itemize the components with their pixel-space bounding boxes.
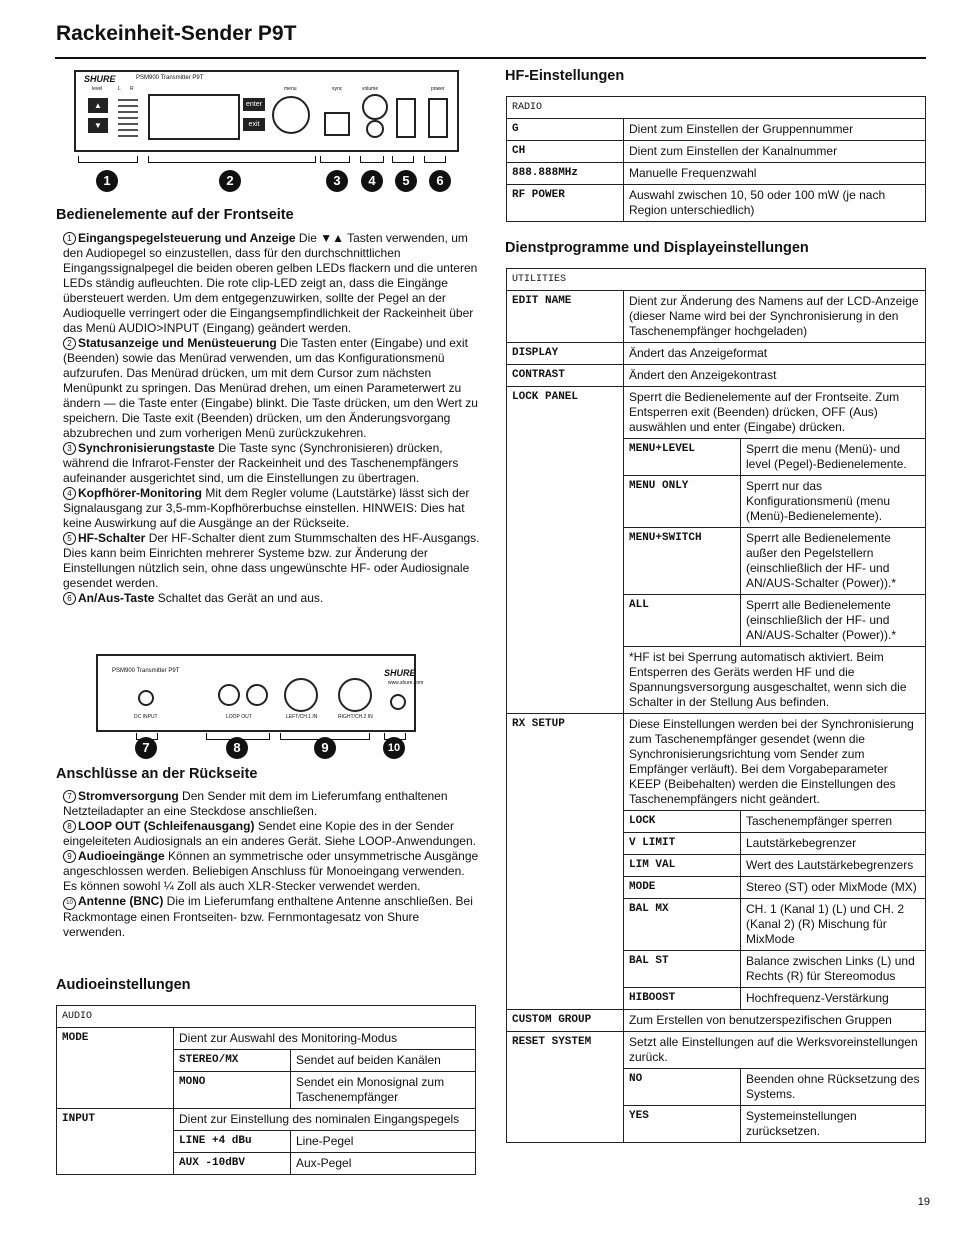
loop-out-jack-2[interactable] [246, 684, 268, 706]
front-R-label: R [130, 86, 134, 92]
callout-4: 4 [361, 170, 383, 192]
rear-brand-logo: SHURE [384, 668, 416, 678]
level-down-button[interactable]: ▼ [88, 118, 108, 133]
power-switch[interactable] [428, 98, 448, 138]
util-rx-opt-7-desc: Hochfrequenz-Verstärkung [741, 988, 926, 1010]
util-rx-desc: Diese Einstellungen werden bei der Synchronisierung zum Taschenempfänger gesendet (wenn die Synchronisierungsrichtung vom Sender zum Empfänger verläuft). Bei dem Vorgabeparameter KEEP (Beibehalten) werden die Einstellungen des Taschenempfängers nicht geändert. [629, 717, 914, 806]
callout-10: 10 [383, 737, 405, 759]
util-lock-opt-3-desc: Sperrt alle Bedienelemente außer den Pegelstellern (einschließlich der HF- und AN/AUS-Schalter (Power)).* [741, 528, 926, 595]
front-description [63, 231, 481, 606]
util-custom-key: CUSTOM GROUP [507, 1010, 624, 1032]
audio-input-opt-1-key: LINE +4 dBu [179, 1135, 252, 1147]
util-rx-opt-1-desc: Taschenempfänger sperren [741, 811, 926, 833]
util-reset-opt-1-key: NO [629, 1073, 643, 1085]
rf-row-3-key: 888.888MHz [507, 163, 624, 185]
page-number: 19 [917, 1196, 930, 1208]
rear-item-9: 9 Audioeingänge Können an symmetrische oder unsymmetrische Ausgänge angeschlossen werden. Beliebigen Anschluss für Monoeingang verwenden. Es können sowohl ¼ Zoll als auch XLR-Stecker verwendet werden. [63, 849, 479, 893]
sync-ir-window [324, 112, 350, 136]
callout-7: 7 [135, 737, 157, 759]
front-panel-figure [74, 70, 459, 182]
util-lock-opt-4-desc: Sperrt alle Bedienelemente (einschließlich der HF- und AN/AUS-Schalter (Power)).* [741, 595, 926, 647]
util-lock-opt-2-desc: Sperrt nur das Konfigurationsmenü (menu (Menü)-Bedienelemente). [741, 476, 926, 528]
front-heading: Bedienelemente auf der Frontseite [56, 207, 294, 223]
util-lock-opt-2-key: MENU ONLY [624, 476, 741, 528]
util-display-key: DISPLAY [507, 343, 624, 365]
util-rx-key: RX SETUP [507, 714, 624, 1010]
level-up-button[interactable]: ▲ [88, 98, 108, 113]
util-display-desc: Ändert das Anzeigeformat [624, 343, 926, 365]
util-edit-name-key: EDIT NAME [507, 291, 624, 343]
rf-row-4-desc: Auswahl zwischen 10, 50 oder 100 mW (je nach Region unterschiedlich) [624, 185, 926, 222]
rear-item-8: 8 LOOP OUT (Schleifenausgang) Sendet eine Kopie des in der Sender eingeleiteten Audiosignals an ein anderes Gerät. Siehe LOOP-Anwendungen. [63, 819, 476, 848]
rf-row-1-key: G [507, 119, 624, 141]
bracket-1 [78, 156, 138, 163]
bracket-3 [320, 156, 350, 163]
audio-mode-opt-2-desc: Sendet ein Monosignal zum Taschenempfänger [291, 1072, 476, 1109]
callout-9: 9 [314, 737, 336, 759]
left-ch1-label: LEFT/CH.1 IN [286, 714, 318, 720]
callout-2: 2 [219, 170, 241, 192]
bracket-6 [424, 156, 446, 163]
util-contrast-desc: Ändert den Anzeigekontrast [624, 365, 926, 387]
util-edit-name-desc: Dient zur Änderung des Namens auf der LCD-Anzeige (dieser Name wird bei der Synchronisierung in den Taschenempfänger hochgeladen) [624, 291, 926, 343]
antenna-bnc[interactable] [390, 694, 406, 710]
title-rule [55, 57, 926, 59]
rf-row-2-desc: Dient zum Einstellen der Kanalnummer [624, 141, 926, 163]
util-lock-opt-1-desc: Sperrt die menu (Menü)- und level (Pegel)-Bedienelemente. [741, 439, 926, 476]
front-volume-label: volume [362, 86, 379, 92]
rf-table-header: RADIO [507, 97, 926, 119]
audio-input-desc: Dient zur Einstellung des nominalen Eingangspegels [179, 1112, 460, 1126]
bracket-2 [148, 156, 316, 163]
rear-model-label: PSM900 Transmitter P9T [112, 668, 180, 674]
util-table [506, 268, 926, 1143]
bracket-4 [360, 156, 384, 163]
rf-row-4-key: RF POWER [507, 185, 624, 222]
dc-input-label: DC INPUT [134, 714, 158, 720]
util-rx-opt-2-desc: Lautstärkebegrenzer [741, 833, 926, 855]
rear-item-10: 10 Antenne (BNC) Die im Lieferumfang enthaltene Antenne anschließen. Bei Rackmontage einen Frontseiten- bzw. Fernmontagesatz von Shure verwenden. [63, 894, 473, 939]
front-item-2: 2 Statusanzeige und Menüsteuerung Die Tasten enter (Eingabe) und exit (Beenden) sowie das Menürad verwenden, um das Konfigurationsmenü aufzurufen. Das Menürad drücken, um mit dem Cursor zum nächsten Menüpunkt zu springen. Das Menürad drehen, um einen Parameterwert zu ändern — die Taste enter (Eingabe) blinkt. Die Taste drücken, um den Wert zu speichern. Die Taste exit (Beenden) drücken, um den Änderungsvorgang abzubrechen und zum vorherigen Menü zurückzukehren. [63, 336, 478, 440]
util-custom-desc: Zum Erstellen von benutzerspezifischen Gruppen [624, 1010, 926, 1032]
led-meter [118, 96, 138, 140]
front-panel [74, 70, 459, 152]
dc-input-jack[interactable] [138, 690, 154, 706]
util-heading: Dienstprogramme und Displayeinstellungen [505, 240, 809, 256]
rf-row-3-desc: Manuelle Frequenzwahl [624, 163, 926, 185]
audio-input-key: INPUT [57, 1109, 174, 1175]
callout-5: 5 [395, 170, 417, 192]
util-lock-opt-3-key: MENU+SWITCH [624, 528, 741, 595]
volume-knob[interactable] [362, 94, 388, 120]
loop-out-label: LOOP OUT [226, 714, 252, 720]
right-ch2-label: RIGHT/CH.2 IN [338, 714, 373, 720]
rf-heading: HF-Einstellungen [505, 68, 625, 84]
util-rx-opt-5-key: BAL MX [624, 899, 741, 951]
lcd-display [148, 94, 240, 140]
util-rx-opt-3-key: LIM VAL [624, 855, 741, 877]
front-model-label: PSM900 Transmitter P9T [136, 75, 204, 81]
audio-mode-opt-1-key: STEREO/MX [179, 1054, 239, 1066]
util-lock-opt-4-key: ALL [624, 595, 741, 647]
loop-out-jack-1[interactable] [218, 684, 240, 706]
util-lock-opt-1-key: MENU+LEVEL [629, 443, 696, 455]
exit-button[interactable]: exit [243, 118, 265, 131]
audio-mode-desc: Dient zur Auswahl des Monitoring-Modus [179, 1031, 398, 1045]
util-rx-opt-6-desc: Balance zwischen Links (L) und Rechts (R) für Stereomodus [741, 951, 926, 988]
rear-description [63, 789, 479, 940]
bracket-5 [392, 156, 414, 163]
rear-heading: Anschlüsse an der Rückseite [56, 766, 258, 782]
util-rx-opt-4-key: MODE [624, 877, 741, 899]
util-rx-opt-7-key: HIBOOST [624, 988, 741, 1010]
left-ch1-input[interactable] [284, 678, 318, 712]
rf-switch[interactable] [396, 98, 416, 138]
enter-button[interactable]: enter [243, 98, 265, 111]
front-item-6: 6 An/Aus-Taste Schaltet das Gerät an und aus. [63, 591, 481, 606]
audio-mode-key: MODE [57, 1028, 174, 1109]
front-menu-label: menu [284, 86, 297, 92]
callout-6: 6 [429, 170, 451, 192]
util-rx-opt-5-desc: CH. 1 (Kanal 1) (L) und CH. 2 (Kanal 2) (R) Mischung für MixMode [741, 899, 926, 951]
audio-table-header: AUDIO [57, 1006, 476, 1028]
audio-mode-opt-2-key: MONO [174, 1072, 291, 1109]
util-lock-key: LOCK PANEL [507, 387, 624, 714]
front-power-label: power [431, 86, 445, 92]
audio-input-opt-2-key: AUX -10dBV [174, 1153, 291, 1175]
front-L-label: L [118, 86, 121, 92]
util-table-header: UTILITIES [507, 269, 926, 291]
front-item-4: 4 Kopfhörer-Monitoring Mit dem Regler volume (Lautstärke) lässt sich der Signalausgang zur 3,5-mm-Kopfhörerbuchse einstellen. HINWEIS: Dies hat keine Auswirkung auf die Ausgänge an der Rückseite. [63, 486, 470, 530]
callout-1: 1 [96, 170, 118, 192]
util-rx-opt-1-key: LOCK [629, 815, 656, 827]
audio-table [56, 1005, 476, 1175]
util-reset-key: RESET SYSTEM [507, 1032, 624, 1143]
util-reset-desc: Setzt alle Einstellungen auf die Werksvoreinstellungen zurück. [629, 1035, 918, 1064]
util-rx-opt-3-desc: Wert des Lautstärkebegrenzers [741, 855, 926, 877]
callout-8: 8 [226, 737, 248, 759]
front-item-1: 1 Eingangspegelsteuerung und Anzeige Die ▼▲ Tasten verwenden, um den Audiopegel so einzustellen, dass für den durchschnittlichen Eingangssignalpegel die beiden oberen gelben LEDs flackern und die unteren LEDs ständig aufleuchten. Die rote clip-LED zeigt an, dass die Eingänge übersteuert werden. Um dem entgegenzuwirken, sollte der Pegel an der Audioquelle verringert oder die Eingangsempfindlichkeit der Rackeinheit über das Menü AUDIO>INPUT (Eingang) geändert werden. [63, 231, 478, 335]
util-contrast-key: CONTRAST [507, 365, 624, 387]
audio-heading: Audioeinstellungen [56, 977, 191, 993]
rear-item-7: 7 Stromversorgung Den Sender mit dem im Lieferumfang enthaltenen Netzteiladapter an eine Steckdose anschließen. [63, 789, 448, 818]
rf-row-1-desc: Dient zum Einstellen der Gruppennummer [624, 119, 926, 141]
util-lock-note: *HF ist bei Sperrung automatisch aktiviert. Beim Entsperren des Geräts werden HF und die Spannungsversorgung ausgeschaltet, wenn sich die Schalter in der Stellung Aus befinden. [624, 646, 925, 713]
rear-url: www.shure.com [388, 680, 424, 686]
util-rx-opt-6-key: BAL ST [624, 951, 741, 988]
util-rx-opt-2-key: V LIMIT [624, 833, 741, 855]
front-item-3: 3 Synchronisierungstaste Die Taste sync (Synchronisieren) drücken, während die Infrarot-Fenster der Rackeinheit und des Taschenempfängers aufeinander ausgerichtet sind, um die Einstellungen zu übertragen. [63, 441, 459, 485]
util-rx-opt-4-desc: Stereo (ST) oder MixMode (MX) [741, 877, 926, 899]
menu-wheel[interactable] [272, 96, 310, 134]
audio-input-opt-1-desc: Line-Pegel [291, 1131, 476, 1153]
right-ch2-input[interactable] [338, 678, 372, 712]
util-reset-opt-2-desc: Systemeinstellungen zurücksetzen. [741, 1106, 926, 1143]
util-reset-opt-2-key: YES [624, 1106, 741, 1143]
rf-table [506, 96, 926, 222]
audio-input-opt-2-desc: Aux-Pegel [291, 1153, 476, 1175]
page-title: Rackeinheit-Sender P9T [56, 22, 297, 45]
util-reset-opt-1-desc: Beenden ohne Rücksetzung des Systems. [741, 1069, 926, 1106]
rear-panel [96, 654, 424, 732]
audio-mode-opt-1-desc: Sendet auf beiden Kanälen [291, 1050, 476, 1072]
headphone-jack[interactable] [366, 120, 384, 138]
front-sync-label: sync [332, 86, 343, 92]
callout-3: 3 [326, 170, 348, 192]
rf-row-2-key: CH [507, 141, 624, 163]
front-brand-logo: SHURE [84, 74, 116, 84]
util-lock-desc: Sperrt die Bedienelemente auf der Frontseite. Zum Entsperren exit (Beenden) drücken, OFF (Aus) auswählen und enter (Eingabe) drücken. [629, 390, 900, 434]
front-level-label: level [92, 86, 103, 92]
front-item-5: 5 HF-Schalter Der HF-Schalter dient zum Stummschalten des HF-Ausgangs. Dies kann beim Einrichten mehrerer Systeme bzw. zur Änderung der Einstellungen nützlich sein, ohne dass ungewünschte HF- oder Audiosignale gesendet werden. [63, 531, 480, 590]
